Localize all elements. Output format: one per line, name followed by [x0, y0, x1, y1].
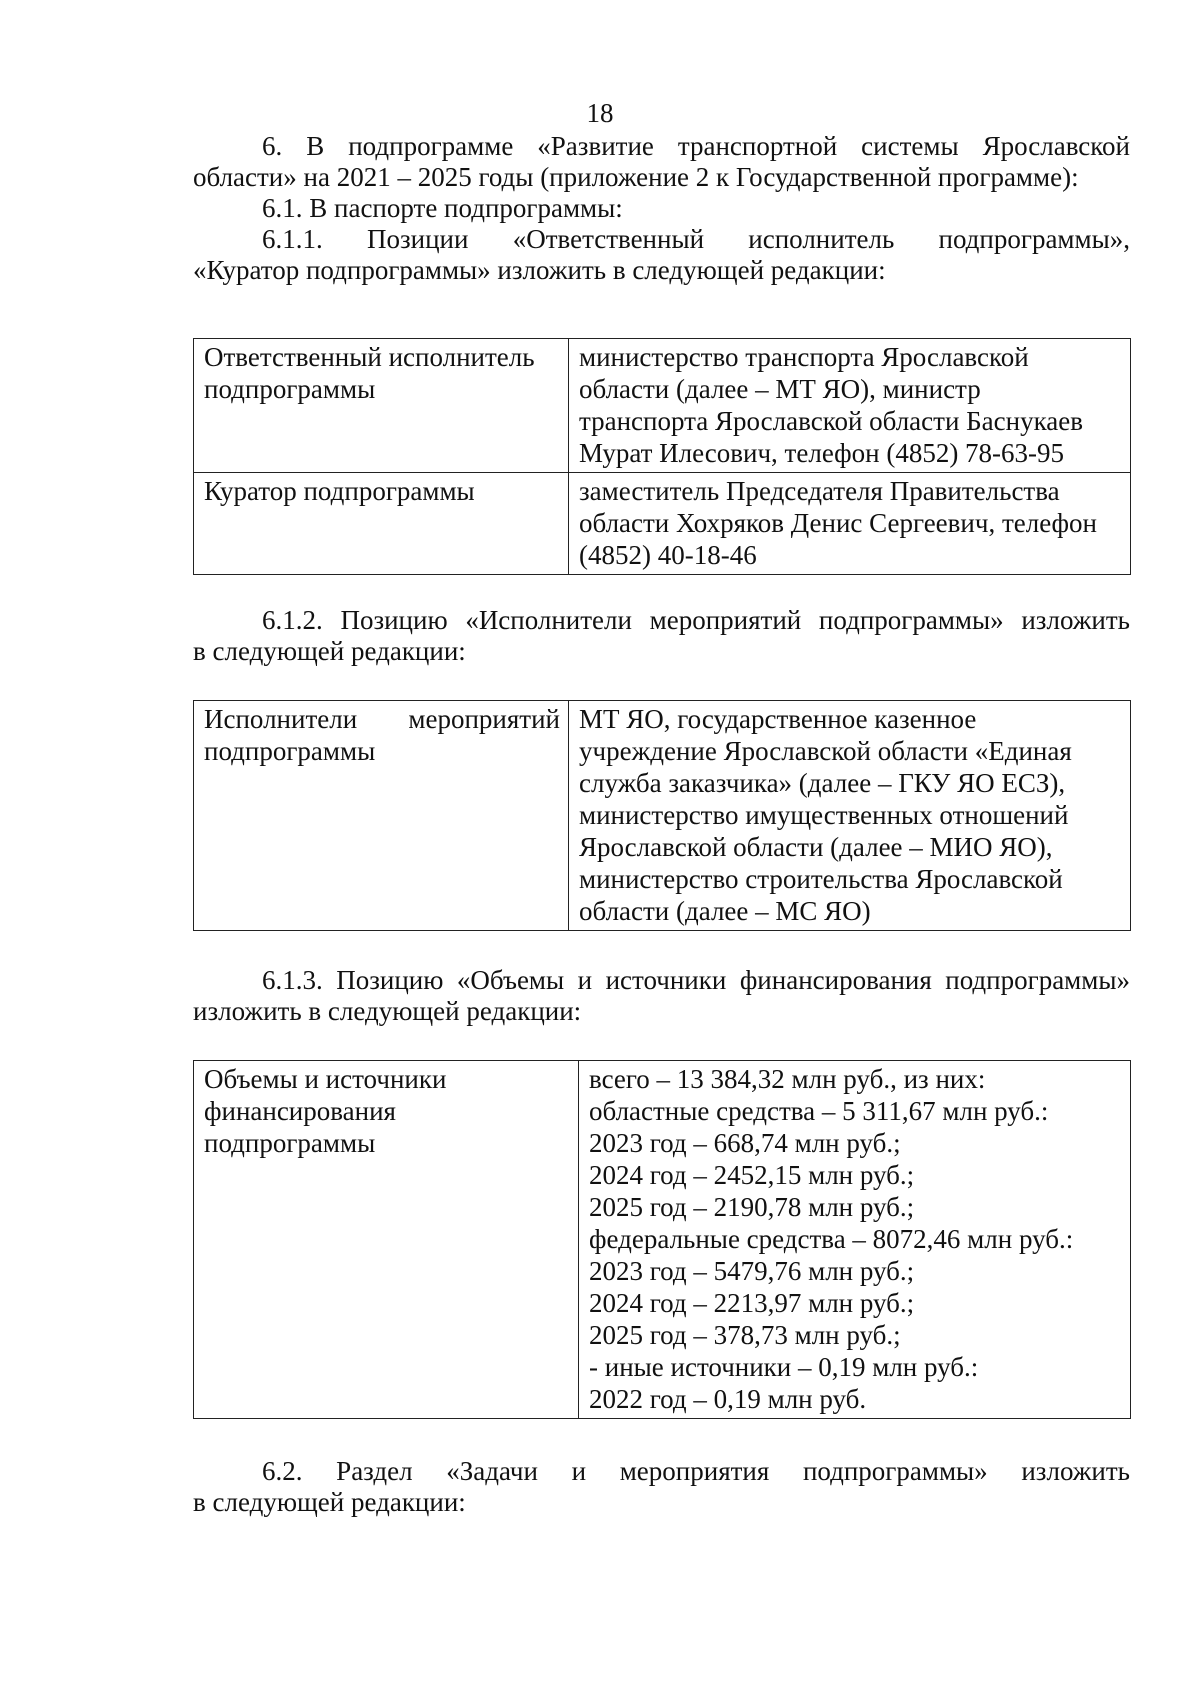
section-6-1-1-line-2: «Куратор подпрограммы» изложить в следующей редакции:	[193, 255, 886, 285]
passport-table-executors	[193, 700, 1131, 931]
label-line: подпрограммы	[204, 374, 376, 404]
value-line: учреждение Ярославской области «Единая	[579, 736, 1072, 766]
section-6-1-1-line-1: 6.1.1. Позиции «Ответственный исполнитель подпрограммы»,	[262, 224, 1130, 254]
value-line: всего – 13 384,32 млн руб., из них:	[589, 1064, 986, 1094]
value-line: МТ ЯО, государственное казенное	[579, 704, 977, 734]
label-line: Объемы и источники	[204, 1064, 447, 1094]
value-line: 2024 год – 2213,97 млн руб.;	[589, 1288, 915, 1318]
label-line: подпрограммы	[204, 736, 376, 766]
value-line: федеральные средства – 8072,46 млн руб.:	[589, 1224, 1074, 1254]
row-value-cell	[579, 1061, 1131, 1419]
value-line: Мурат Илесович, телефон (4852) 78-63-95	[579, 438, 1065, 468]
value-line: министерство строительства Ярославской	[579, 864, 1063, 894]
section-6-1-heading: 6.1. В паспорте подпрограммы:	[262, 193, 623, 223]
table-row	[194, 339, 1131, 473]
table-row	[194, 473, 1131, 575]
row-label-cell	[194, 701, 569, 931]
value-line: 2024 год – 2452,15 млн руб.;	[589, 1160, 915, 1190]
page-number: 18	[586, 98, 614, 128]
value-line: 2025 год – 2190,78 млн руб.;	[589, 1192, 915, 1222]
value-line: Ярославской области (далее – МИО ЯО),	[579, 832, 1053, 862]
value-line: 2023 год – 668,74 млн руб.;	[589, 1128, 901, 1158]
section-6-1-2	[193, 605, 1130, 667]
table-row	[194, 1061, 1131, 1419]
value-line: областные средства – 5 311,67 млн руб.:	[589, 1096, 1049, 1126]
value-line: 2025 год – 378,73 млн руб.;	[589, 1320, 901, 1350]
section-6-1-2-line-2: в следующей редакции:	[193, 636, 466, 666]
row-label-cell	[194, 473, 569, 575]
section-6-line-1: 6. В подпрограмме «Развитие транспортной системы Ярославской	[262, 131, 1130, 161]
value-line: 2022 год – 0,19 млн руб.	[589, 1384, 867, 1414]
section-6-1-3	[193, 965, 1130, 1027]
section-6-1-2-line-1: 6.1.2. Позицию «Исполнители мероприятий подпрограммы» изложить	[262, 605, 1130, 635]
table-row	[194, 701, 1131, 931]
section-6-1-3-line-2: изложить в следующей редакции:	[193, 996, 582, 1026]
value-line: министерство транспорта Ярославской	[579, 342, 1029, 372]
value-line: транспорта Ярославской области Баснукаев	[579, 406, 1083, 436]
value-line: (4852) 40-18-46	[579, 540, 757, 570]
row-value-cell	[569, 339, 1131, 473]
value-line: - иные источники – 0,19 млн руб.:	[589, 1352, 979, 1382]
value-line: области Хохряков Денис Сергеевич, телефон	[579, 508, 1097, 538]
row-value-cell	[569, 473, 1131, 575]
passport-table-responsible	[193, 338, 1131, 575]
value-line: области (далее – МС ЯО)	[579, 896, 871, 926]
label-line: Исполнители мероприятий	[204, 704, 560, 734]
row-label-cell	[194, 1061, 579, 1419]
value-line: служба заказчика» (далее – ГКУ ЯО ЕСЗ),	[579, 768, 1066, 798]
section-6-2-line-2: в следующей редакции:	[193, 1487, 466, 1517]
row-value-cell	[569, 701, 1131, 931]
label-line: финансирования	[204, 1096, 396, 1126]
label-line: Ответственный исполнитель	[204, 342, 535, 372]
section-6-intro	[193, 131, 1130, 286]
value-line: области (далее – МТ ЯО), министр	[579, 374, 981, 404]
section-6-2	[193, 1456, 1130, 1518]
passport-table-financing	[193, 1060, 1131, 1419]
value-line: министерство имущественных отношений	[579, 800, 1069, 830]
value-line: 2023 год – 5479,76 млн руб.;	[589, 1256, 915, 1286]
section-6-2-line-1: 6.2. Раздел «Задачи и мероприятия подпрограммы» изложить	[262, 1456, 1130, 1486]
value-line: заместитель Председателя Правительства	[579, 476, 1060, 506]
label-line: Куратор подпрограммы	[204, 476, 475, 506]
label-line: подпрограммы	[204, 1128, 376, 1158]
section-6-line-2: области» на 2021 – 2025 годы (приложение 2 к Государственной программе):	[193, 162, 1079, 192]
row-label-cell	[194, 339, 569, 473]
section-6-1-3-line-1: 6.1.3. Позицию «Объемы и источники финансирования подпрограммы»	[262, 965, 1130, 995]
